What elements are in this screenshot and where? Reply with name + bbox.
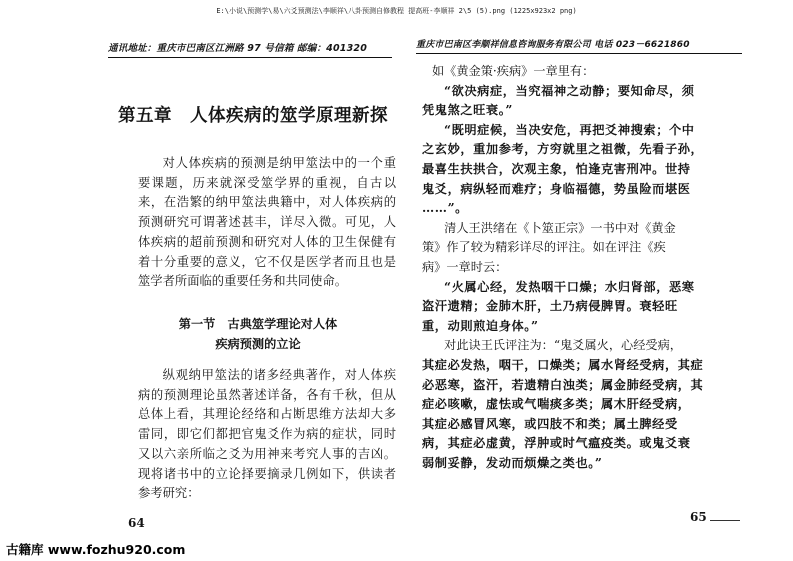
text-line: 必恶寒，盗汗，若遗精白浊类；属金肺经受病，其 [422,377,704,392]
text-line: 重，动則煎迫身体。” [422,318,539,333]
text-line: 弱制妥静，发动而烦燥之类也。” [422,455,603,470]
text-line: 其症必感冒风寒，或四肢不和类；属土脾经受 [422,416,678,431]
text-line: “既明症候，当决安危，再把爻神搜索；个中 [444,122,695,137]
body-paragraph [138,366,396,504]
section-heading-line-1: 第一节 古典筮学理论对人体 [178,317,338,331]
text-line: “火属心经，发热咽干口燥；水归肾部，恶寒 [444,279,695,294]
text-line: 鬼爻，病纵轻而难疗；身临福德，势虽险而堪医 [422,181,691,196]
right-page-text [422,62,742,473]
text-line: 病》一章时云： [422,259,508,274]
header-rule [108,57,392,58]
text-line: 清人王洪绪在《卜筮正宗》一书中对《黄金 [432,220,676,235]
text-line: 症必咳嗽，虚怯或气喘痰多类；属木肝经受病， [422,397,691,412]
section-heading-line-2: 疾病预测的立论 [215,337,301,351]
paragraph-1: 对人体疾病的预测是纳甲筮法中的一个重要课题，历来就深受筮学界的重视，自古以来，在浩繁的纳甲筮法典籍中，对人体疾病的预测研究可谓著述甚丰，详尽入微。可见，人体疾病的超前预测和研究对人体的卫生保健有着十分重要的意义，它不仅是医学者而且也是筮学者所面临的重要任务和共同使命。 [138,156,396,289]
section-heading [108,314,408,354]
page-number-dash [710,520,740,521]
file-path-header: E:\小说\预测学\易\六爻预测法\李顺祥\八卦预测自修教程 提高班-李顺祥 2\5 (5).png (1225x923x2 png) [216,7,577,15]
text-line: 病，其症必虚黄，浮肿或时气瘟疫类。或鬼爻衰 [422,436,691,451]
intro-paragraph [138,154,396,292]
text-line: 之玄妙，重加参考，方穷就里之祖微，先看子孙， [422,142,704,157]
text-line: 最喜生扶拱合，次观主象，怕逢克害刑冲。世持 [422,161,691,176]
text-line: 如《黄金策·疾病》一章里有： [432,64,595,78]
left-page-address: 通讯地址：重庆市巴南区江洲路 97 号信箱 邮编：401320 [108,43,368,54]
text-line: 对此诀王氏评注为：“鬼爻属火，心经受病， [432,338,682,353]
text-line: 盗汗遗精；金肺木肝，土乃病侵脾胃。衰轻旺 [422,299,678,314]
right-page-address: 重庆市巴南区李顺祥信息咨询服务有限公司 电话 023－6621860 [416,40,690,50]
right-page [414,26,744,546]
text-line: 凭鬼煞之旺衰。” [422,103,514,118]
header-rule [416,53,742,54]
text-line: ……”。 [422,201,468,216]
page-number-right: 65 [690,510,707,524]
chapter-title: 第五章 人体疾病的筮学原理新探 [118,106,388,126]
left-page [100,26,400,546]
paragraph-2: 纵观纳甲筮法的诸多经典著作，对人体疾病的预测理论虽然著述详备，各有千秋，但从总体上看，其理论经络和占断思维方法却大多雷同，即它们都把官鬼爻作为病的症状，同时又以六亲所临之爻为用神来考究人事的吉凶。现将诸书中的立论择要摘录几例如下，供读者参考研究： [138,368,396,501]
text-line: 策》作了较为精彩详尽的评注。如在评注《疾 [422,240,666,255]
page-number-left: 64 [128,516,145,530]
site-watermark: 古籍库 www.fozhu920.com [6,542,186,557]
text-line: “欲决病症，当究福神之动静；要知命尽，须 [444,83,695,98]
text-line: 其症必发热，咽干，口燥类；属水肾经受病，其症 [422,357,704,372]
